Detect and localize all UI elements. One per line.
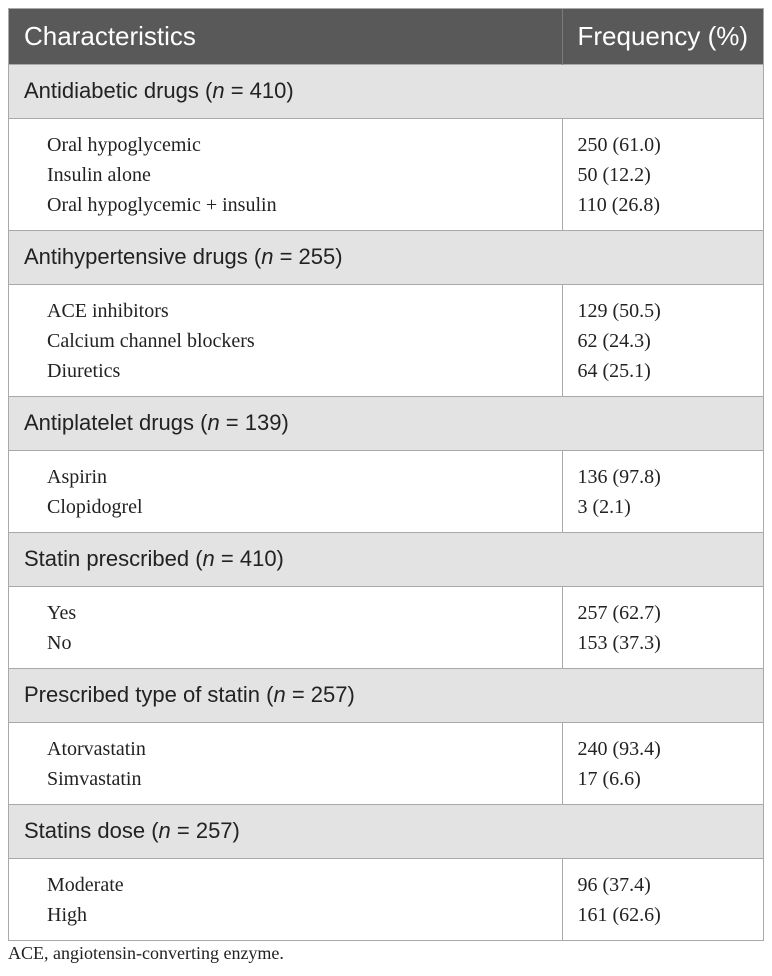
- row-label: ACE inhibitors: [47, 299, 169, 322]
- section-title: Statins dose (n = 257): [9, 804, 763, 858]
- row-label: Oral hypoglycemic + insulin: [47, 193, 277, 216]
- header-frequency: Frequency (%): [562, 9, 763, 64]
- row-label: Calcium channel blockers: [47, 329, 255, 352]
- row-labels: [9, 118, 562, 230]
- data-table: [9, 9, 763, 940]
- row-value: 50 (12.2): [577, 163, 651, 186]
- row-values: [562, 858, 763, 940]
- row-labels: [9, 284, 562, 396]
- row-labels: [9, 722, 562, 804]
- section-title: Statin prescribed (n = 410): [9, 532, 763, 586]
- header-row: [9, 9, 763, 64]
- row-value: 153 (37.3): [577, 631, 661, 654]
- row-label: High: [47, 903, 87, 926]
- section-statin-type: [9, 668, 763, 804]
- row-label: Atorvastatin: [47, 737, 146, 760]
- row-label: Insulin alone: [47, 163, 151, 186]
- section-antidiabetic: [9, 64, 763, 230]
- row-label: Aspirin: [47, 465, 107, 488]
- row-value: 3 (2.1): [577, 495, 631, 518]
- row-value: 62 (24.3): [577, 329, 651, 352]
- row-values: [562, 450, 763, 532]
- row-value: 96 (37.4): [577, 873, 651, 896]
- row-label: Diuretics: [47, 359, 121, 382]
- section-antihypertensive: [9, 230, 763, 396]
- row-labels: [9, 858, 562, 940]
- row-label: Clopidogrel: [47, 495, 143, 518]
- section-statin-prescribed: [9, 532, 763, 668]
- section-title: Antiplatelet drugs (n = 139): [9, 396, 763, 450]
- row-value: 257 (62.7): [577, 601, 661, 624]
- table-footnote: ACE, angiotensin-converting enzyme.: [8, 943, 284, 963]
- row-label: Yes: [47, 601, 77, 624]
- section-title: Antidiabetic drugs (n = 410): [9, 64, 763, 118]
- row-value: 161 (62.6): [577, 903, 661, 926]
- row-value: 129 (50.5): [577, 299, 661, 322]
- row-label: Oral hypoglycemic: [47, 133, 201, 156]
- row-label: No: [47, 631, 72, 654]
- section-antiplatelet: [9, 396, 763, 532]
- row-label: Moderate: [47, 873, 124, 896]
- row-values: [562, 118, 763, 230]
- section-statin-dose: [9, 804, 763, 940]
- medication-table: [8, 8, 764, 941]
- section-title: Antihypertensive drugs (n = 255): [9, 230, 763, 284]
- row-value: 17 (6.6): [577, 767, 641, 790]
- row-value: 250 (61.0): [577, 133, 661, 156]
- row-value: 136 (97.8): [577, 465, 661, 488]
- row-values: [562, 586, 763, 668]
- row-value: 240 (93.4): [577, 737, 661, 760]
- row-label: Simvastatin: [47, 767, 142, 790]
- row-labels: [9, 450, 562, 532]
- row-value: 110 (26.8): [577, 193, 661, 216]
- header-characteristics: Characteristics: [9, 9, 562, 64]
- row-values: [562, 722, 763, 804]
- section-title: Prescribed type of statin (n = 257): [9, 668, 763, 722]
- row-value: 64 (25.1): [577, 359, 651, 382]
- row-values: [562, 284, 763, 396]
- row-labels: [9, 586, 562, 668]
